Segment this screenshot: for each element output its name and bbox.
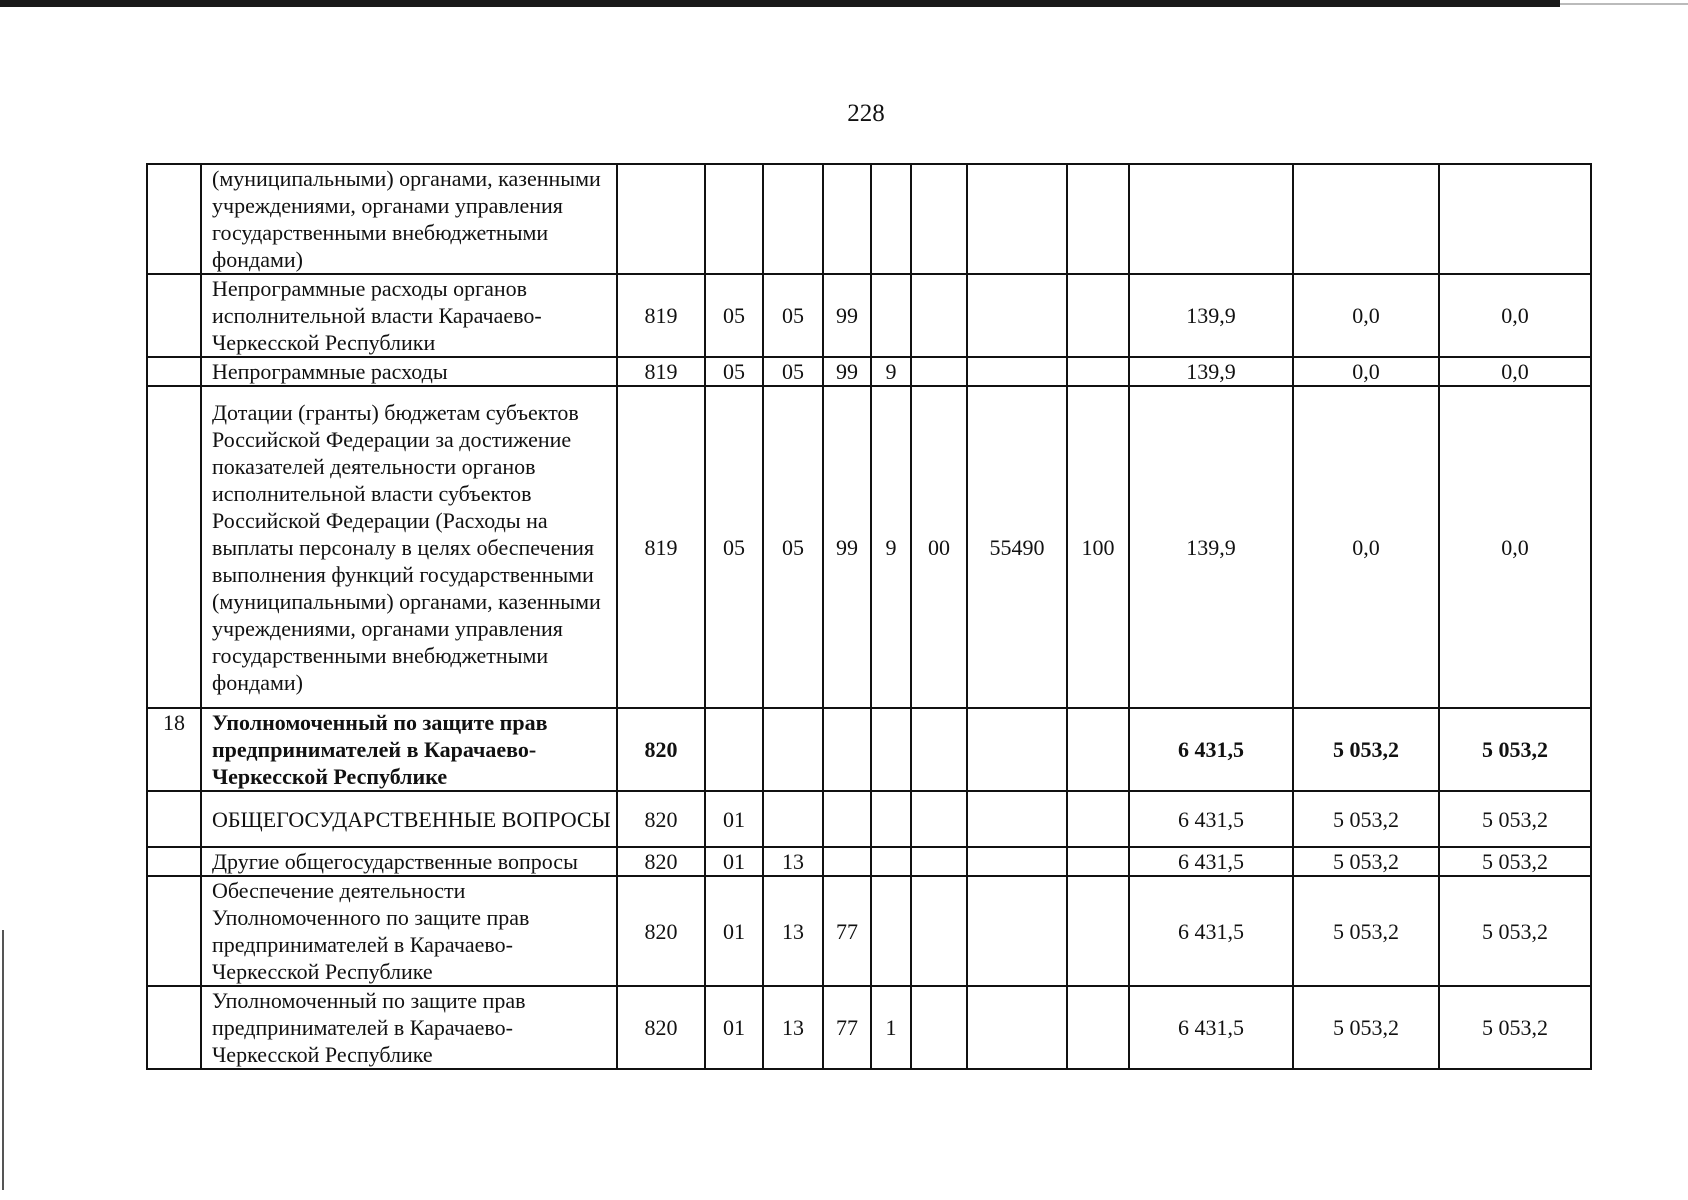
direction-cell: [967, 876, 1067, 986]
table-row: [147, 708, 1591, 791]
direction-cell: [967, 986, 1067, 1069]
subsection-cell: 05: [763, 274, 823, 357]
amount-year1-cell: 6 431,5: [1129, 876, 1293, 986]
row-name-cell: (муниципальными) органами, казенными учреждениями, органами управления государственными внебюджетными фондами): [201, 164, 617, 274]
expense-type-cell: [1067, 847, 1129, 876]
code-cell: 820: [617, 986, 705, 1069]
amount-year3-cell: 5 053,2: [1439, 876, 1591, 986]
expense-type-cell: [1067, 274, 1129, 357]
row-number-cell: [147, 274, 201, 357]
scan-edge-mark: [2, 930, 4, 1190]
main-activity-cell: [911, 164, 967, 274]
main-activity-cell: [911, 791, 967, 847]
row-name-cell: ОБЩЕГОСУДАРСТВЕННЫЕ ВОПРОСЫ: [201, 791, 617, 847]
subprogram-cell: 1: [871, 986, 911, 1069]
subsection-cell: [763, 164, 823, 274]
program-cell: [823, 791, 871, 847]
expense-type-cell: [1067, 357, 1129, 386]
section-cell: 01: [705, 876, 763, 986]
section-cell: 01: [705, 791, 763, 847]
direction-cell: [967, 274, 1067, 357]
table-row: [147, 274, 1591, 357]
table-row: [147, 386, 1591, 708]
code-cell: 820: [617, 876, 705, 986]
program-cell: 99: [823, 386, 871, 708]
main-activity-cell: [911, 708, 967, 791]
subsection-cell: 05: [763, 386, 823, 708]
expense-type-cell: 100: [1067, 386, 1129, 708]
section-cell: 05: [705, 357, 763, 386]
main-activity-cell: [911, 357, 967, 386]
code-cell: [617, 164, 705, 274]
section-cell: [705, 708, 763, 791]
subsection-cell: 13: [763, 847, 823, 876]
top-border-rule: [0, 0, 1560, 7]
amount-year1-cell: 6 431,5: [1129, 986, 1293, 1069]
row-name-cell: Дотации (гранты) бюджетам субъектов Российской Федерации за достижение показателей деятельности органов исполнительной власти субъектов Российской Федерации (Расходы на выплаты персоналу в целях обеспечения выполнения функций государственными (муниципальными) органами, казенными учреждениями, органами управления государственными внебюджетными фондами): [201, 386, 617, 708]
subprogram-cell: [871, 791, 911, 847]
row-number-cell: [147, 386, 201, 708]
main-activity-cell: [911, 986, 967, 1069]
main-activity-cell: [911, 876, 967, 986]
section-cell: 01: [705, 847, 763, 876]
subprogram-cell: [871, 847, 911, 876]
main-activity-cell: [911, 274, 967, 357]
code-cell: 819: [617, 274, 705, 357]
program-cell: [823, 847, 871, 876]
code-cell: 820: [617, 708, 705, 791]
row-number-cell: [147, 357, 201, 386]
subprogram-cell: [871, 274, 911, 357]
amount-year1-cell: 6 431,5: [1129, 791, 1293, 847]
amount-year3-cell: 5 053,2: [1439, 986, 1591, 1069]
code-cell: 820: [617, 791, 705, 847]
expense-type-cell: [1067, 164, 1129, 274]
section-cell: 01: [705, 986, 763, 1069]
amount-year1-cell: 139,9: [1129, 386, 1293, 708]
direction-cell: [967, 791, 1067, 847]
expense-type-cell: [1067, 708, 1129, 791]
amount-year2-cell: 0,0: [1293, 386, 1439, 708]
program-cell: 77: [823, 876, 871, 986]
subprogram-cell: [871, 164, 911, 274]
expense-type-cell: [1067, 986, 1129, 1069]
section-cell: [705, 164, 763, 274]
amount-year2-cell: [1293, 164, 1439, 274]
program-cell: 99: [823, 274, 871, 357]
amount-year2-cell: 5 053,2: [1293, 791, 1439, 847]
section-cell: 05: [705, 274, 763, 357]
amount-year3-cell: [1439, 164, 1591, 274]
amount-year3-cell: 0,0: [1439, 274, 1591, 357]
amount-year2-cell: 5 053,2: [1293, 876, 1439, 986]
amount-year3-cell: 5 053,2: [1439, 791, 1591, 847]
main-activity-cell: [911, 847, 967, 876]
amount-year1-cell: 6 431,5: [1129, 708, 1293, 791]
code-cell: 820: [617, 847, 705, 876]
amount-year1-cell: 6 431,5: [1129, 847, 1293, 876]
amount-year3-cell: 0,0: [1439, 386, 1591, 708]
table-row: [147, 164, 1591, 274]
direction-cell: [967, 357, 1067, 386]
row-name-cell: Уполномоченный по защите прав предпринимателей в Карачаево-Черкесской Республике: [201, 708, 617, 791]
code-cell: 819: [617, 357, 705, 386]
direction-cell: [967, 708, 1067, 791]
program-cell: [823, 708, 871, 791]
table-row: [147, 357, 1591, 386]
table-row: [147, 791, 1591, 847]
subprogram-cell: 9: [871, 386, 911, 708]
amount-year3-cell: 5 053,2: [1439, 708, 1591, 791]
row-number-cell: [147, 847, 201, 876]
amount-year1-cell: [1129, 164, 1293, 274]
direction-cell: [967, 164, 1067, 274]
row-name-cell: Непрограммные расходы органов исполнительной власти Карачаево-Черкесской Республики: [201, 274, 617, 357]
subprogram-cell: [871, 708, 911, 791]
expense-type-cell: [1067, 876, 1129, 986]
program-cell: [823, 164, 871, 274]
amount-year3-cell: 5 053,2: [1439, 847, 1591, 876]
subsection-cell: [763, 708, 823, 791]
subsection-cell: 05: [763, 357, 823, 386]
row-name-cell: Другие общегосударственные вопросы: [201, 847, 617, 876]
program-cell: 99: [823, 357, 871, 386]
row-number-cell: 18: [147, 708, 201, 791]
expense-type-cell: [1067, 791, 1129, 847]
table-row: [147, 986, 1591, 1069]
row-number-cell: [147, 164, 201, 274]
row-number-cell: [147, 791, 201, 847]
amount-year2-cell: 5 053,2: [1293, 847, 1439, 876]
top-border-rule-faint: [1560, 3, 1688, 5]
amount-year1-cell: 139,9: [1129, 274, 1293, 357]
main-activity-cell: 00: [911, 386, 967, 708]
subsection-cell: 13: [763, 986, 823, 1069]
subsection-cell: [763, 791, 823, 847]
direction-cell: [967, 847, 1067, 876]
amount-year2-cell: 0,0: [1293, 274, 1439, 357]
amount-year2-cell: 0,0: [1293, 357, 1439, 386]
budget-table: [146, 163, 1592, 1070]
amount-year1-cell: 139,9: [1129, 357, 1293, 386]
row-name-cell: Непрограммные расходы: [201, 357, 617, 386]
table-row: [147, 876, 1591, 986]
amount-year2-cell: 5 053,2: [1293, 986, 1439, 1069]
section-cell: 05: [705, 386, 763, 708]
table-row: [147, 847, 1591, 876]
subsection-cell: 13: [763, 876, 823, 986]
row-number-cell: [147, 986, 201, 1069]
row-name-cell: Обеспечение деятельности Уполномоченного по защите прав предпринимателей в Карачаево-Черкесской Республике: [201, 876, 617, 986]
amount-year3-cell: 0,0: [1439, 357, 1591, 386]
page-number: 228: [847, 100, 885, 127]
amount-year2-cell: 5 053,2: [1293, 708, 1439, 791]
row-number-cell: [147, 876, 201, 986]
row-name-cell: Уполномоченный по защите прав предпринимателей в Карачаево-Черкесской Республике: [201, 986, 617, 1069]
subprogram-cell: [871, 876, 911, 986]
code-cell: 819: [617, 386, 705, 708]
subprogram-cell: 9: [871, 357, 911, 386]
program-cell: 77: [823, 986, 871, 1069]
direction-cell: 55490: [967, 386, 1067, 708]
